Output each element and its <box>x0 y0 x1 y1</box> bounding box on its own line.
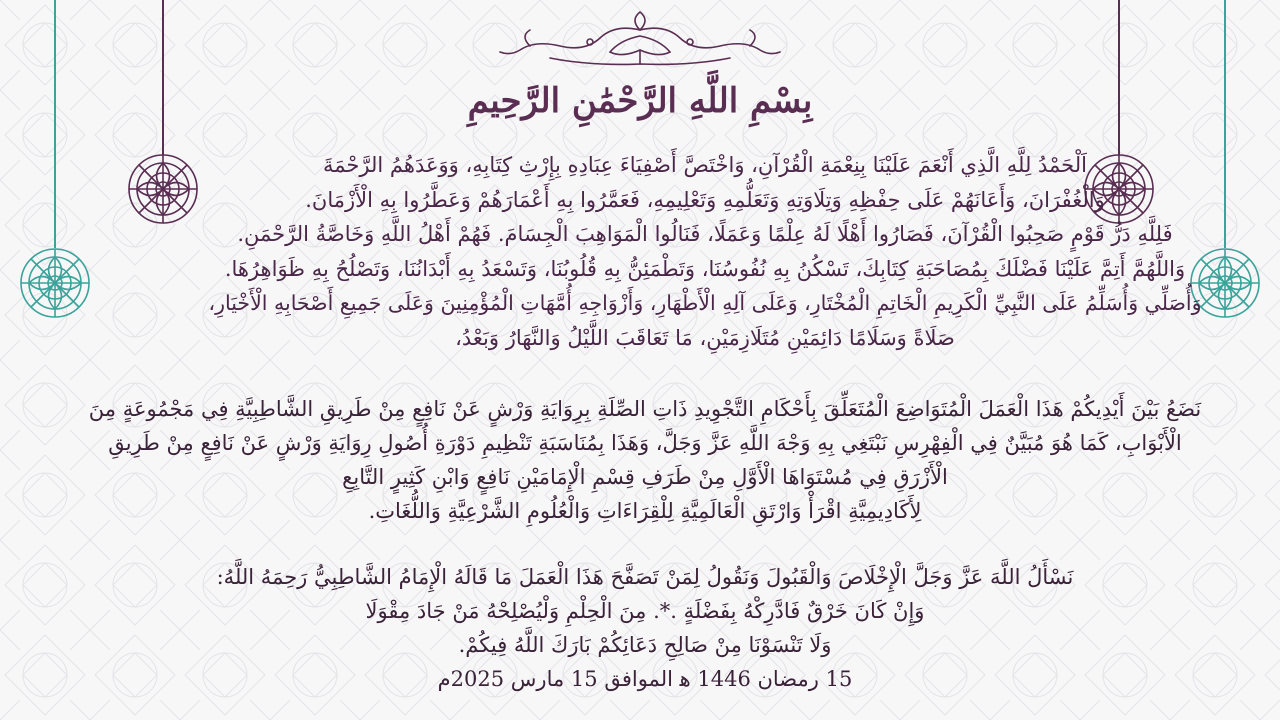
closing-line: وَلَا تَنْسَوْنَا مِنْ صَالِحِ دَعَائِكُمْ بَارَكَ اللَّهُ فِيكُمْ. <box>458 633 832 657</box>
hanging-line-right-plum <box>1118 0 1120 155</box>
intro-line: وَأُصَلِّي وَأُسَلِّمُ عَلَى النَّبِيِّ الْكَرِيمِ الْخَاتِمِ الْمُخْتَارِ، وَعَلَى آلِهِ الْأَطْهَارِ، وَأَزْوَاجِهِ أُمَّهَاتِ الْمُؤْمِنِينَ وَعَلَى جَمِيعِ أَصْحَابِهِ الْأَخْيَارِ، <box>208 291 1202 315</box>
body-line: الْأَزْرَقِ فِي مُسْتَوَاهَا الْأَوَّلِ مِنْ طَرَفِ قِسْمِ الْإِمَامَيْنِ نَافِعٍ وَابْنِ كَثِيرٍ التَّابِعِ <box>342 465 948 489</box>
closing-line: نَسْأَلُ اللَّهَ عَزَّ وَجَلَّ الْإِخْلَاصَ وَالْقَبُولَ وَنَقُولُ لِمَنْ تَصَفَّحَ هَذَا الْعَمَلَ مَا قَالَهُ الْإِمَامُ الشَّاطِبِيُّ رَحِمَهُ اللَّهُ: <box>216 565 1074 589</box>
intro-line: صَلَاةً وَسَلَامًا دَائِمَيْنِ مُتَلَازِمَيْنِ، مَا تَعَاقَبَ اللَّيْلُ وَالنَّهَارُ وَبَعْدُ، <box>455 325 955 350</box>
intro-line: اَلْحَمْدُ لِلَّهِ الَّذِي أَنْعَمَ عَلَيْنَا بِنِعْمَةِ الْقُرْآنِ، وَاخْتَصَّ أَصْفِيَاءَ عِبَادِهِ بِإِرْثِ كِتَابِهِ، وَوَعَدَهُمُ الرَّحْمَةَ <box>323 153 1087 177</box>
rosette-ornament-left-teal <box>18 246 92 320</box>
body-paragraph <box>60 392 1230 528</box>
intro-line: وَالْغُفْرَانَ، وَأَعَانَهُمْ عَلَى حِفْظِهِ وَتِلَاوَتِهِ وَتَعَلُّمِهِ وَتَعْلِيمِهِ، فَعَمَّرُوا بِهِ أَعْمَارَهُمْ وَعَطَّرُوا بِهِ الْأَزْمَانَ. <box>305 187 1105 212</box>
body-line: نَضَعُ بَيْنَ أَيْدِيكُمْ هَذَا الْعَمَلَ الْمُتَوَاضِعَ الْمُتَعَلِّقَ بِأَحْكَامِ التَّجْوِيدِ ذَاتِ الصِّلَةِ بِرِوَايَةِ وَرْشٍ عَنْ نَافِعٍ مِنْ طَرِيقِ الشَّاطِبِيَّةِ فِي مَجْمُوعَةٍ مِنَ <box>88 397 1202 421</box>
intro-line: وَاللَّهُمَّ أَتِمَّ عَلَيْنَا فَضْلَكَ بِمُصَاحَبَةِ كِتَابِكَ، تَسْكُنُ بِهِ نُفُوسُنَا، وَتَطْمَئِنُّ بِهِ قُلُوبُنَا، وَتَسْعَدُ بِهِ أَبْدَانُنَا، وَتَصْلُحُ بِهِ ظَوَاهِرُهَا. <box>224 256 1186 281</box>
body-line: لِأَكَادِيمِيَّةِ اقْرَأْ وَارْتَقِ الْعَالَمِيَّةِ لِلْقِرَاءَاتِ وَالْعُلُومِ الشَّرْعِيَّةِ وَاللُّغَاتِ. <box>368 499 922 523</box>
body-line: الْأَبْوَابِ، كَمَا هُوَ مُبَيَّنٌ فِي الْفِهْرِسِ نَبْتَغِي بِهِ وَجْهَ اللَّهِ عَزَّ وَجَلَّ، وَهَذَا بِمُنَاسَبَةِ تَنْظِيمِ دَوْرَةِ أُصُولِ رِوَايَةِ وَرْشٍ عَنْ نَافِعٍ مِنْ طَرِيقِ <box>108 431 1182 455</box>
top-flourish-ornament <box>490 6 790 76</box>
basmala-heading: بِسْمِ اللَّهِ الرَّحْمَٰنِ الرَّحِيمِ <box>467 81 813 121</box>
intro-line: فَلِلَّهِ دَرُّ قَوْمٍ صَحِبُوا الْقُرْآنَ، فَصَارُوا أَهْلًا لَهُ عِلْمًا وَعَمَلًا، فَنَالُوا الْمَوَاهِبَ الْجِسَامَ. فَهُمْ أَهْلُ اللَّهِ وَخَاصَّةُ الرَّحْمَنِ. <box>237 222 1173 246</box>
closing-paragraph <box>140 560 1150 696</box>
closing-poem-line: وَإِنْ كَانَ خَرْقٌ فَادَّرِكْهُ بِفَضْلَةٍ .*. مِنَ الْحِلْمِ وَلْيُصْلِحْهُ مَنْ جَادَ مِقْوَلَا <box>365 599 925 623</box>
rosette-ornament-left-plum <box>126 152 200 226</box>
date-line: 15 رمضان 1446 ﻫ الموافق 15 مارس 2025م <box>437 667 853 691</box>
hanging-line-right-teal <box>1224 0 1226 248</box>
hanging-line-left-teal <box>54 0 56 248</box>
hanging-line-left-plum <box>162 0 164 155</box>
intro-paragraph <box>200 148 1210 355</box>
